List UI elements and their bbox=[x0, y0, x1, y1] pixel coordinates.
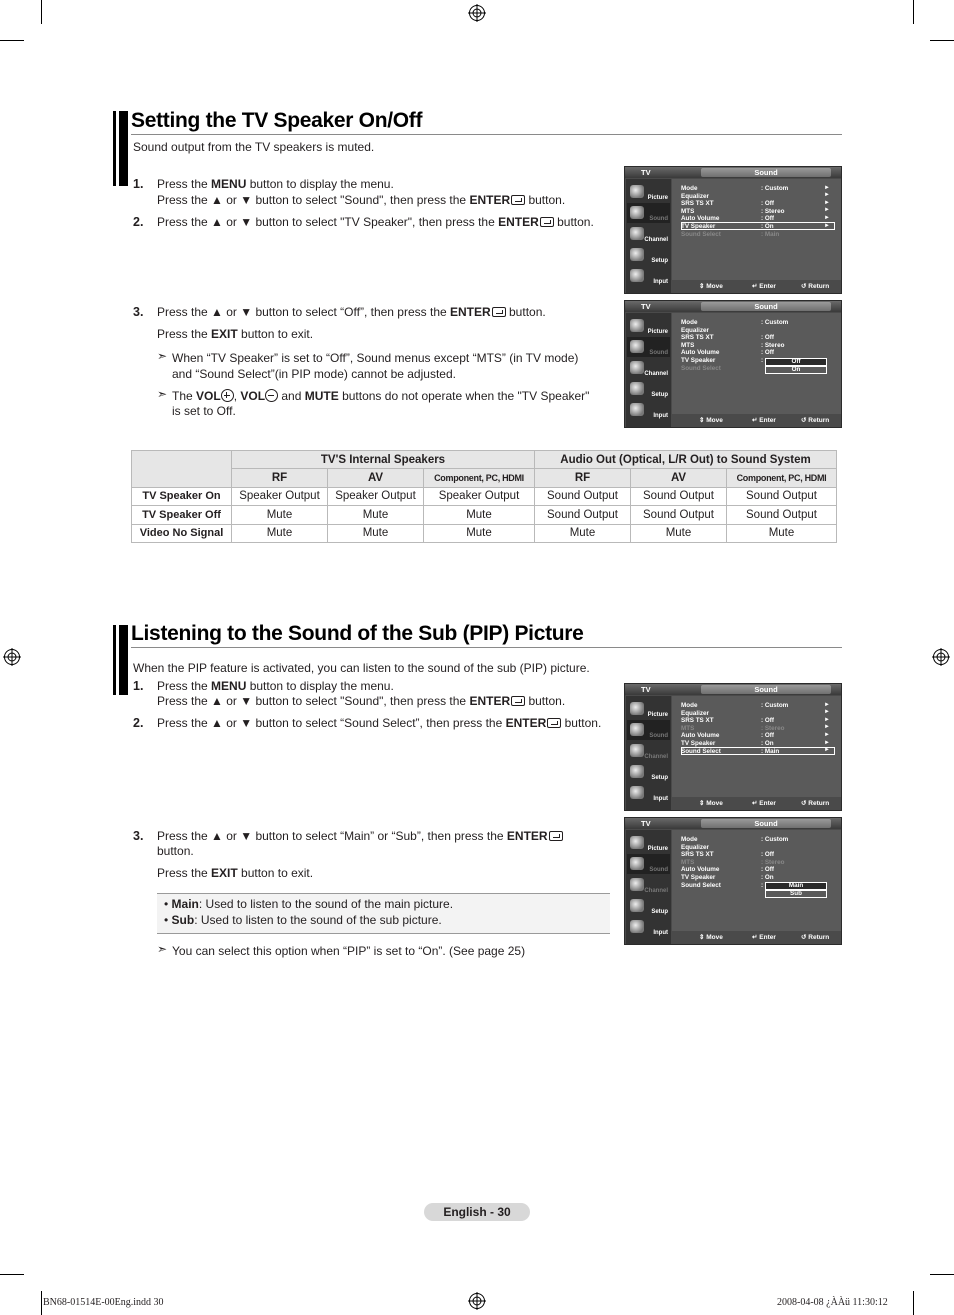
osd-arrow-icon: ► bbox=[824, 709, 830, 716]
registration-mark-icon bbox=[3, 648, 21, 666]
section-bar bbox=[113, 111, 116, 186]
osd-menu-label: MTS bbox=[681, 207, 695, 215]
step-number: 1. bbox=[133, 679, 144, 693]
osd-sidebar-label: Sound bbox=[649, 350, 668, 356]
input-icon bbox=[630, 269, 644, 282]
table-cell: Mute bbox=[535, 524, 631, 542]
table-row bbox=[132, 506, 837, 524]
osd-sidebar-item bbox=[627, 833, 670, 853]
crop-mark bbox=[930, 1274, 954, 1275]
osd-sidebar-item bbox=[627, 316, 670, 336]
osd-menu-label: Equalizer bbox=[681, 192, 709, 200]
osd-tv-label: TV bbox=[641, 685, 651, 694]
osd-menu-label: Mode bbox=[681, 185, 698, 192]
osd-arrow-icon: ► bbox=[824, 747, 830, 754]
input-icon bbox=[630, 403, 644, 416]
osd-sidebar bbox=[626, 830, 671, 944]
osd-sidebar-label: Sound bbox=[649, 216, 668, 222]
osd-menu-value: : Custom bbox=[761, 319, 789, 326]
osd-hint: ↺ Return bbox=[801, 283, 830, 290]
osd-menu-label: Equalizer bbox=[681, 843, 709, 851]
note-text: You can select this option when “PIP” is set to “On”. (See page 25) bbox=[172, 944, 526, 958]
table-cell: Mute bbox=[328, 506, 424, 524]
osd-sidebar-item bbox=[627, 875, 670, 895]
osd-menu-value: : Main bbox=[761, 230, 780, 238]
osd-menu-value: : Custom bbox=[761, 702, 789, 709]
osd-hint-bar bbox=[672, 931, 841, 944]
osd-arrow-icon: ► bbox=[824, 214, 830, 221]
table-group-header: TV'S Internal Speakers bbox=[232, 451, 535, 469]
section-bar bbox=[119, 111, 128, 186]
osd-menu-label: Auto Volume bbox=[681, 866, 720, 874]
osd-dropdown bbox=[765, 358, 827, 376]
enter-icon bbox=[549, 831, 563, 841]
step-text: Press the MENU button to display the menu. bbox=[157, 679, 394, 693]
osd-menu-label: SRS TS XT bbox=[681, 717, 714, 725]
osd-sidebar-label: Input bbox=[653, 796, 668, 802]
osd-hint: ⇕ Move bbox=[699, 417, 723, 424]
picture-icon bbox=[630, 185, 644, 198]
table-row bbox=[132, 487, 837, 505]
table-col-header: RF bbox=[535, 469, 631, 487]
osd-menu-value: : Main bbox=[761, 747, 780, 755]
osd-sidebar bbox=[626, 696, 671, 810]
tv-menu-screenshot bbox=[624, 683, 842, 811]
osd-tv-label: TV bbox=[641, 302, 651, 311]
osd-menu-label: Sound Select bbox=[681, 747, 721, 755]
input-icon bbox=[630, 920, 644, 933]
osd-tab-title: Sound bbox=[701, 302, 831, 311]
osd-title-bar bbox=[625, 301, 841, 312]
tv-menu-screenshot bbox=[624, 166, 842, 294]
osd-sidebar-label: Channel bbox=[644, 237, 668, 243]
osd-hint: ⇕ Move bbox=[699, 934, 723, 941]
section-intro: Sound output from the TV speakers is muted. bbox=[133, 140, 375, 154]
osd-hint: ↺ Return bbox=[801, 417, 830, 424]
osd-sidebar-label: Input bbox=[653, 413, 668, 419]
osd-menu-panel bbox=[672, 313, 841, 414]
table-cell: Mute bbox=[424, 524, 535, 542]
osd-menu-label: Auto Volume bbox=[681, 215, 720, 223]
osd-sidebar-label: Sound bbox=[649, 867, 668, 873]
osd-arrow-icon: ► bbox=[824, 724, 830, 731]
osd-sidebar-label: Input bbox=[653, 279, 668, 285]
channel-icon bbox=[630, 744, 644, 757]
speaker-output-table bbox=[131, 450, 837, 543]
osd-option: Sub bbox=[765, 890, 827, 898]
table-col-header: AV bbox=[631, 469, 727, 487]
osd-hint-bar bbox=[672, 280, 841, 293]
osd-dropdown bbox=[765, 882, 827, 900]
table-cell: Mute bbox=[232, 524, 328, 542]
osd-hint: ↵ Enter bbox=[752, 800, 776, 807]
osd-menu-label: Sound Select bbox=[681, 881, 721, 889]
enter-icon bbox=[492, 307, 506, 317]
step-text: Press the ▲ or ▼ button to select "TV Speaker", then press the ENTER button. bbox=[157, 215, 594, 229]
enter-icon bbox=[511, 195, 525, 205]
osd-sidebar-item bbox=[627, 741, 670, 761]
bullet-item: • Main: Used to listen to the sound of the main picture. bbox=[164, 897, 454, 911]
tv-menu-screenshot bbox=[624, 817, 842, 945]
minus-circle-icon bbox=[265, 389, 278, 402]
osd-menu-label: Equalizer bbox=[681, 326, 709, 334]
table-row bbox=[132, 524, 837, 542]
osd-sidebar-label: Setup bbox=[651, 909, 668, 915]
osd-menu-value: : Off bbox=[761, 349, 774, 357]
table-col-header: Component, PC, HDMI bbox=[727, 469, 837, 487]
osd-option: Main bbox=[765, 882, 827, 890]
note-text: and “Sound Select”(in PIP mode) cannot be adjusted. bbox=[172, 367, 456, 381]
osd-sidebar-label: Picture bbox=[647, 195, 668, 201]
section-rule bbox=[131, 134, 842, 135]
osd-arrow-icon: ► bbox=[824, 192, 830, 199]
osd-highlight bbox=[681, 747, 835, 755]
registration-mark-icon bbox=[932, 648, 950, 666]
osd-menu-value: : Off bbox=[761, 215, 774, 223]
table-cell: Sound Output bbox=[535, 487, 631, 505]
step-text: Press the ▲ or ▼ button to select “Sound Select”, then press the ENTER button. bbox=[157, 716, 602, 730]
osd-tv-label: TV bbox=[641, 168, 651, 177]
osd-tab-title: Sound bbox=[701, 168, 831, 177]
crop-mark bbox=[41, 1291, 42, 1315]
osd-menu-value: : Off bbox=[761, 732, 774, 740]
osd-sidebar-label: Sound bbox=[649, 733, 668, 739]
step-text: Press the MENU button to display the menu. bbox=[157, 177, 394, 191]
osd-sidebar-item bbox=[627, 917, 670, 937]
osd-hint: ↺ Return bbox=[801, 800, 830, 807]
osd-sidebar-item bbox=[627, 854, 670, 874]
osd-sidebar-item bbox=[627, 896, 670, 916]
section-title: Listening to the Sound of the Sub (PIP) Picture bbox=[131, 622, 584, 645]
osd-hint: ↺ Return bbox=[801, 934, 830, 941]
setup-icon bbox=[630, 382, 644, 395]
osd-menu-value: : Stereo bbox=[761, 724, 785, 732]
osd-menu-label: MTS bbox=[681, 724, 695, 732]
osd-title-bar bbox=[625, 167, 841, 178]
osd-menu-panel bbox=[672, 179, 841, 280]
table-cell: Sound Output bbox=[535, 506, 631, 524]
osd-menu-value: : Off bbox=[761, 866, 774, 874]
osd-menu-label: Auto Volume bbox=[681, 349, 720, 357]
note-arrow-icon: ➣ bbox=[157, 942, 168, 956]
table-cell: Mute bbox=[232, 506, 328, 524]
tv-menu-screenshot bbox=[624, 300, 842, 428]
osd-hint: ↵ Enter bbox=[752, 934, 776, 941]
channel-icon bbox=[630, 878, 644, 891]
osd-menu-label: Auto Volume bbox=[681, 732, 720, 740]
osd-option: Off bbox=[765, 358, 827, 366]
osd-menu-label: TV Speaker bbox=[681, 874, 716, 881]
osd-arrow-icon: ► bbox=[824, 716, 830, 723]
section-rule bbox=[131, 647, 842, 648]
step-text: Press the ▲ or ▼ button to select "Sound", then press the ENTER button. bbox=[157, 193, 566, 207]
setup-icon bbox=[630, 899, 644, 912]
table-cell: Sound Output bbox=[727, 506, 837, 524]
osd-menu-label: TV Speaker bbox=[681, 357, 716, 364]
note-text: The VOL , VOL and MUTE buttons do not operate when the "TV Speaker" bbox=[172, 389, 590, 403]
osd-menu-value: : On bbox=[761, 874, 774, 881]
osd-menu-value: : bbox=[761, 881, 764, 889]
section-bar bbox=[119, 625, 128, 695]
step-text: Press the EXIT button to exit. bbox=[157, 866, 314, 880]
crop-mark bbox=[0, 1274, 24, 1275]
osd-arrow-icon: ► bbox=[824, 222, 830, 229]
step-text: Press the EXIT button to exit. bbox=[157, 327, 314, 341]
osd-arrow-icon: ► bbox=[824, 701, 830, 708]
osd-sidebar-item bbox=[627, 203, 670, 223]
table-col-header: RF bbox=[232, 469, 328, 487]
osd-hint: ⇕ Move bbox=[699, 283, 723, 290]
osd-sidebar-label: Input bbox=[653, 930, 668, 936]
table-col-header: Component, PC, HDMI bbox=[424, 469, 535, 487]
osd-sidebar-item bbox=[627, 699, 670, 719]
osd-sidebar-item bbox=[627, 337, 670, 357]
step-number: 3. bbox=[133, 305, 144, 319]
osd-menu-value: : Stereo bbox=[761, 858, 785, 866]
enter-icon bbox=[540, 217, 554, 227]
osd-highlight bbox=[681, 222, 835, 230]
osd-menu-label: TV Speaker bbox=[681, 223, 716, 230]
page-number: English - 30 bbox=[424, 1203, 530, 1221]
table-cell: Speaker Output bbox=[328, 487, 424, 505]
setup-icon bbox=[630, 765, 644, 778]
osd-sidebar-item bbox=[627, 182, 670, 202]
osd-sidebar-item bbox=[627, 400, 670, 420]
table-col-header: AV bbox=[328, 469, 424, 487]
enter-icon bbox=[547, 718, 561, 728]
osd-sidebar-label: Picture bbox=[647, 329, 668, 335]
osd-menu-value: : Off bbox=[761, 334, 774, 342]
osd-arrow-icon: ► bbox=[824, 184, 830, 191]
channel-icon bbox=[630, 361, 644, 374]
table-corner bbox=[132, 451, 232, 488]
osd-menu-label: Sound Select bbox=[681, 230, 721, 238]
osd-tab-title: Sound bbox=[701, 685, 831, 694]
osd-sidebar-label: Channel bbox=[644, 888, 668, 894]
table-cell: Speaker Output bbox=[424, 487, 535, 505]
osd-sidebar-label: Setup bbox=[651, 775, 668, 781]
plus-circle-icon bbox=[221, 389, 234, 402]
note-text: is set to Off. bbox=[172, 404, 236, 418]
table-cell: Speaker Output bbox=[232, 487, 328, 505]
osd-sidebar-item bbox=[627, 762, 670, 782]
osd-sidebar-item bbox=[627, 720, 670, 740]
osd-hint: ⇕ Move bbox=[699, 800, 723, 807]
table-cell: Sound Output bbox=[727, 487, 837, 505]
table-cell: Mute bbox=[424, 506, 535, 524]
section-bar bbox=[113, 625, 116, 695]
sound-icon bbox=[630, 857, 644, 870]
step-text: Press the ▲ or ▼ button to select "Sound", then press the ENTER button. bbox=[157, 694, 566, 708]
osd-menu-label: Equalizer bbox=[681, 709, 709, 717]
crop-mark bbox=[41, 0, 42, 24]
osd-sidebar-label: Setup bbox=[651, 258, 668, 264]
table-cell: Mute bbox=[631, 524, 727, 542]
osd-hint-bar bbox=[672, 414, 841, 427]
osd-menu-label: Mode bbox=[681, 836, 698, 843]
picture-icon bbox=[630, 836, 644, 849]
osd-menu-label: SRS TS XT bbox=[681, 334, 714, 342]
picture-icon bbox=[630, 319, 644, 332]
osd-sidebar bbox=[626, 313, 671, 427]
osd-menu-value: : Custom bbox=[761, 836, 789, 843]
osd-menu-value: : Stereo bbox=[761, 207, 785, 215]
osd-sidebar-item bbox=[627, 245, 670, 265]
osd-tv-label: TV bbox=[641, 819, 651, 828]
osd-title-bar bbox=[625, 684, 841, 695]
table-cell: Sound Output bbox=[631, 506, 727, 524]
note-text: When “TV Speaker” is set to “Off”, Sound menus except “MTS” (in TV mode) bbox=[172, 351, 579, 365]
step-text: Press the ▲ or ▼ button to select “Off”, then press the ENTER button. bbox=[157, 305, 546, 319]
sound-icon bbox=[630, 723, 644, 736]
row-header: Video No Signal bbox=[132, 524, 232, 542]
osd-title-bar bbox=[625, 818, 841, 829]
footer-date: 2008-04-08 ¿ÀÀü 11:30:12 bbox=[777, 1297, 888, 1308]
osd-menu-value: : Off bbox=[761, 717, 774, 725]
osd-menu-label: TV Speaker bbox=[681, 740, 716, 747]
table-cell: Sound Output bbox=[631, 487, 727, 505]
osd-tab-title: Sound bbox=[701, 819, 831, 828]
osd-sidebar-label: Channel bbox=[644, 371, 668, 377]
channel-icon bbox=[630, 227, 644, 240]
input-icon bbox=[630, 786, 644, 799]
section-intro: When the PIP feature is activated, you can listen to the sound of the sub (PIP) picture. bbox=[133, 661, 590, 675]
osd-menu-value: : Off bbox=[761, 851, 774, 859]
step-text: Press the ▲ or ▼ button to select “Main” or “Sub”, then press the ENTER bbox=[157, 829, 563, 844]
osd-sidebar-label: Picture bbox=[647, 846, 668, 852]
section-title: Setting the TV Speaker On/Off bbox=[131, 109, 423, 132]
osd-menu-value: : Stereo bbox=[761, 341, 785, 349]
crop-mark bbox=[930, 40, 954, 41]
osd-menu-panel bbox=[672, 830, 841, 931]
table-group-header: Audio Out (Optical, L/R Out) to Sound System bbox=[535, 451, 837, 469]
osd-arrow-icon: ► bbox=[824, 199, 830, 206]
osd-menu-label: Sound Select bbox=[681, 364, 721, 372]
osd-menu-value: : On bbox=[761, 740, 774, 747]
crop-mark bbox=[913, 0, 914, 24]
osd-menu-label: SRS TS XT bbox=[681, 851, 714, 859]
table-cell: Mute bbox=[727, 524, 837, 542]
osd-hint-bar bbox=[672, 797, 841, 810]
footer-file: BN68-01514E-00Eng.indd 30 bbox=[43, 1297, 164, 1308]
bullet-item: • Sub: Used to listen to the sound of the sub picture. bbox=[164, 913, 442, 927]
osd-menu-value: : bbox=[761, 357, 764, 364]
osd-hint: ↵ Enter bbox=[752, 283, 776, 290]
osd-menu-label: SRS TS XT bbox=[681, 200, 714, 208]
setup-icon bbox=[630, 248, 644, 261]
osd-arrow-icon: ► bbox=[824, 739, 830, 746]
note-arrow-icon: ➣ bbox=[157, 349, 168, 363]
sound-icon bbox=[630, 340, 644, 353]
row-header: TV Speaker Off bbox=[132, 506, 232, 524]
osd-sidebar-item bbox=[627, 379, 670, 399]
registration-mark-icon bbox=[468, 1292, 486, 1310]
osd-menu-panel bbox=[672, 696, 841, 797]
osd-sidebar-label: Picture bbox=[647, 712, 668, 718]
osd-menu-value: : Custom bbox=[761, 185, 789, 192]
osd-sidebar bbox=[626, 179, 671, 293]
osd-menu-label: MTS bbox=[681, 858, 695, 866]
picture-icon bbox=[630, 702, 644, 715]
step-number: 2. bbox=[133, 215, 144, 229]
osd-sidebar-label: Setup bbox=[651, 392, 668, 398]
osd-menu-label: Mode bbox=[681, 702, 698, 709]
osd-menu-label: MTS bbox=[681, 341, 695, 349]
osd-menu-value: : On bbox=[761, 223, 774, 230]
osd-option: On bbox=[765, 366, 827, 374]
osd-arrow-icon: ► bbox=[824, 207, 830, 214]
step-number: 3. bbox=[133, 829, 144, 843]
osd-menu-value: : Off bbox=[761, 200, 774, 208]
osd-sidebar-item bbox=[627, 358, 670, 378]
osd-sidebar-item bbox=[627, 783, 670, 803]
osd-menu-label: Mode bbox=[681, 319, 698, 326]
step-number: 2. bbox=[133, 716, 144, 730]
osd-sidebar-item bbox=[627, 224, 670, 244]
crop-mark bbox=[0, 40, 24, 41]
osd-sidebar-item bbox=[627, 266, 670, 286]
sound-icon bbox=[630, 206, 644, 219]
registration-mark-icon bbox=[468, 4, 486, 22]
table-cell: Mute bbox=[328, 524, 424, 542]
step-number: 1. bbox=[133, 177, 144, 191]
crop-mark bbox=[913, 1291, 914, 1315]
note-arrow-icon: ➣ bbox=[157, 387, 168, 401]
osd-arrow-icon: ► bbox=[824, 731, 830, 738]
osd-sidebar-label: Channel bbox=[644, 754, 668, 760]
osd-hint: ↵ Enter bbox=[752, 417, 776, 424]
enter-icon bbox=[511, 696, 525, 706]
row-header: TV Speaker On bbox=[132, 487, 232, 505]
step-text: button. bbox=[157, 844, 194, 858]
